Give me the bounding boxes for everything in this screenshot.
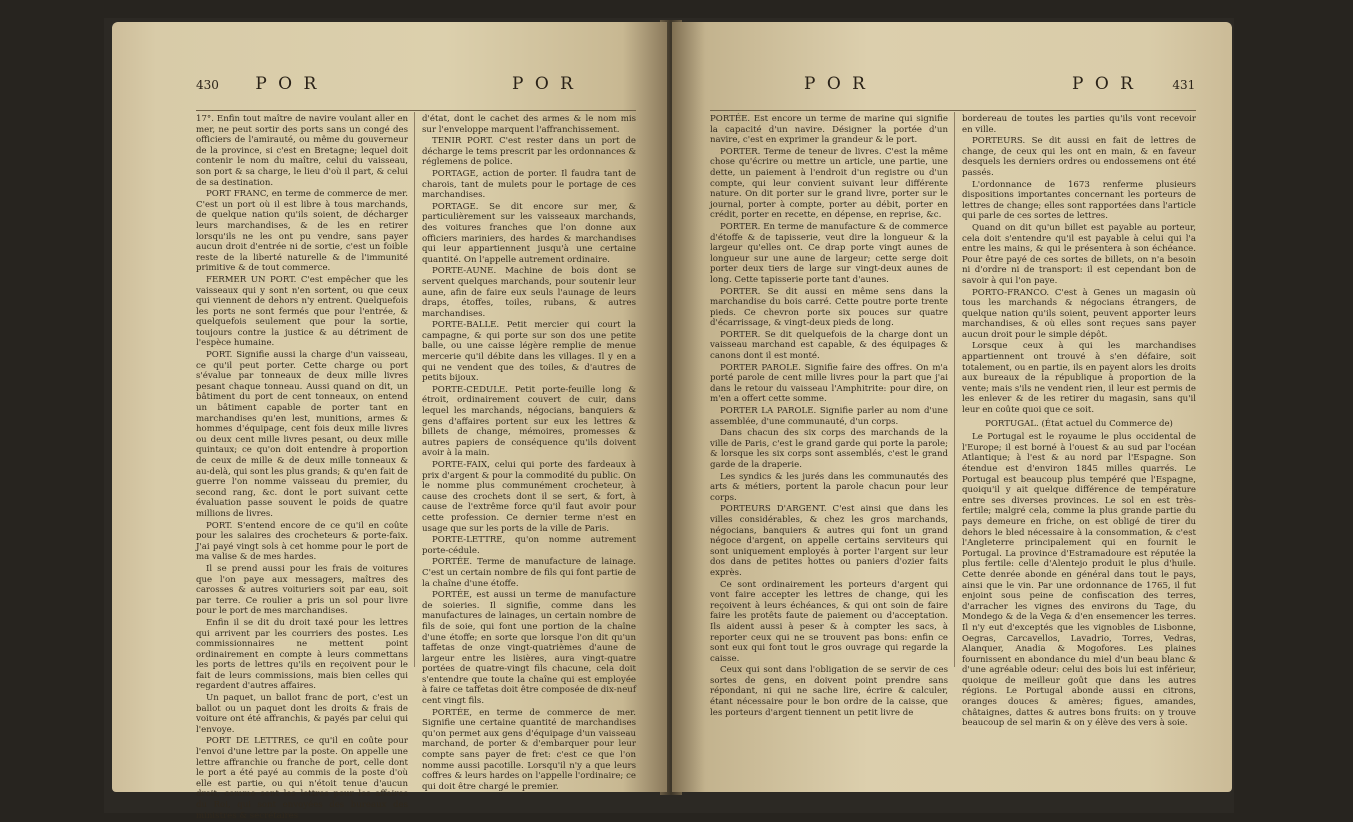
section-heading: PORTUGAL. (État actuel du Commerce de) bbox=[985, 418, 1173, 429]
paragraph: TENIR PORT. C'est rester dans un port de décharge le tems prescrit par les ordonnances & réglemens de police. bbox=[422, 136, 636, 168]
left-header-running-title: P O R bbox=[255, 74, 320, 94]
paragraph: PORTE-FAIX, celui qui porte des fardeaux à prix d'argent & pour la commodité du public. On le nomme plus communément crocheteur, à cause des crochets dont il se sert, & fort, à cause de l'extrême force qu'il faut avoir pour cette profession. Ce dernier terme n'est en usage que sur les ports de la ville de Paris. bbox=[422, 460, 636, 534]
right-header-running-title-left: P O R bbox=[804, 74, 868, 94]
paragraph: PORTEURS. Se dit aussi en fait de lettres de change, de ceux qui les ont en main, & en faveur desquels les derniers ordres ou endossemens ont été passés. bbox=[962, 136, 1196, 178]
right-page bbox=[672, 22, 1232, 792]
paragraph: PORT FRANC, en terme de commerce de mer. C'est un port où il est libre à tous marchands, de quelque nation qu'ils soient, de décharger leurs marchandises, & de les en retirer lorsqu'ils ne les ont pu vendre, sans payer aucun droit d'entrée ni de sortie, c'est un foible reste de la liberté naturelle & de l'immunité primitive & de tout commerce. bbox=[196, 189, 408, 274]
paragraph: Le Portugal est le royaume le plus occidental de l'Europe; il est borné à l'ouest & au sud par l'océan Atlantique; à l'est & au nord par l'Espagne. Son étendue est d'environ 1845 milles quarrés. Le Portugal est beaucoup plus tempéré que l'Espagne, quoiqu'il y ait quelque différence de température entre ses diverses provinces. Le sol en est très-fertile; malgré cela, comme la plus grande partie du pays demeure en friche, on est obligé de tirer du dehors le bled nécessaire à la consommation, & c'est l'Angleterre principalement qui en fournit le Portugal. La province d'Estramadoure est réputée la plus fertile: celle d'Alentejo produit le plus d'huile. Cette denrée abonde en général dans tout le pays, ainsi que le vin. Par une ordonnance de 1765, il fut enjoint sous peine de confiscation des terres, d'arracher les vignes des environs du Tage, du Mondego & de la Vega & d'en ensemencer les terres. Il n'y eut d'exceptés que les vignobles de Lisbonne, Oegras, Carcavellos, Lavadrio, Torres, Vedras, Alanquer, Anadia & Mogofores. Les plaines fournissent en abondance du miel d'un beau blanc & d'une agréable odeur: celui des bois lui est inférieur, quoique de meilleur goût que dans les autres régions. Le Portugal abonde aussi en citrons, oranges douces & amères; figues, amandes, châtaignes, dattes & autres bons fruits: on y trouve beaucoup de sel marin & on y élève des vers à soie. bbox=[962, 432, 1196, 729]
paragraph: Dans chacun des six corps des marchands de la ville de Paris, c'est le grand garde qui porte la parole; & lorsque les six corps sont assemblés, c'est le grand garde de la draperie. bbox=[710, 428, 948, 470]
paragraph: Ce sont ordinairement les porteurs d'argent qui vont faire accepter les lettres de change, qui les reçoivent à leurs échéances, & qui ont soin de faire faire les protêts faute de paiement ou d'acceptation. Ils aident aussi à peser & à compter les sacs, à reporter ceux qui ne se trouvent pas bons: enfin ce sont eux qui font tout le gros ouvrage qui regarde la caisse. bbox=[710, 579, 948, 664]
paragraph: Il se prend aussi pour les frais de voitures que l'on paye aux messagers, maîtres des carosses & autres voituriers soit par eau, soit par terre. Ce roulier a pris un sol pour livre pour le port de mes marchandises. bbox=[196, 563, 408, 617]
right-page-column-2 bbox=[962, 114, 1196, 730]
left-header-running-title-right: P O R bbox=[512, 74, 576, 94]
right-page-column-1 bbox=[710, 114, 948, 719]
paragraph: bordereau de toutes les parties qu'ils vont recevoir en ville. bbox=[962, 114, 1196, 135]
paragraph: L'ordonnance de 1673 renferme plusieurs dispositions importantes concernant les porteurs de lettres de change; elles sont rapportées dans l'article qui parle de ces sortes de lettres. bbox=[962, 179, 1196, 222]
left-page-number: 430 bbox=[196, 78, 219, 92]
right-page-number: 431 bbox=[1172, 78, 1196, 92]
paragraph: PORTER. Terme de teneur de livres. C'est la même chose qu'écrire ou mettre un article, une partie, une dette, un paiement à l'endroit d'un registre ou d'un compte, qui leur convient suivant leur différente nature. On dit porter sur le grand livre, porter sur le journal, porter à compte, porter au débit, porter en crédit, porter en recette, en dépense, en reprise, &c. bbox=[710, 146, 948, 221]
left-page-column-1 bbox=[196, 114, 408, 822]
paragraph: PORTER. Se dit quelquefois de la charge dont un vaisseau marchand est capable, & des équipages & canons dont il est monté. bbox=[710, 329, 948, 362]
paragraph: Lorsque ceux à qui les marchandises appartiennent ont trouvé à s'en défaire, soit totalement, ou en partie, ils en payent alors les droits aux bureaux de la république à proportion de la vente; mais s'ils ne vendent rien, il leur est permis de les enlever & de les retirer du magasin, sans qu'il leur en coûte quoi que ce soit. bbox=[962, 341, 1196, 416]
left-header-rule bbox=[196, 110, 636, 111]
left-page-column-2 bbox=[422, 114, 636, 793]
paragraph: Un paquet, un ballot franc de port, c'est un ballot ou un paquet dont les droits & frais de voiture ont été affranchis, & payés par celui qui l'envoye. bbox=[196, 693, 408, 735]
paragraph: PORTO-FRANCO. C'est à Genes un magasin où tous les marchands & négocians étrangers, de quelque nation qu'ils soient, peuvent apporter leurs marchandises, & où elles sont reçues sans payer aucun droit pour le simple dépôt. bbox=[962, 287, 1196, 340]
paragraph: d'état, dont le cachet des armes & le nom mis sur l'enveloppe marquent l'affranchissement. bbox=[422, 114, 636, 135]
paragraph: 17°. Enfin tout maître de navire voulant aller en mer, ne peut sortir des ports sans un congé des officiers de l'amirauté, ou même du gouverneur de la province, si c'est en Bretagne; lequel doit contenir le nom du maître, celui du vaisseau, son port & sa charge, le lieu d'où il part, & celui de sa destination. bbox=[196, 114, 408, 188]
paragraph: PORTEURS D'ARGENT. C'est ainsi que dans les villes considérables, & chez les gros marchands, négocians, banquiers & autres qui font un grand négoce d'argent, on appelle certains serviteurs qui sont uniquement employés à porter l'argent sur leur dos dans de petites hottes ou paniers d'ozier faits exprès. bbox=[710, 504, 948, 578]
paragraph: PORTER PAROLE. Signifie faire des offres. On m'a porté parole de cent mille livres pour la part que j'ai dans le retour du vaisseau l'Amphitrite: pour dire, on m'en a offert cette somme. bbox=[710, 362, 948, 405]
paragraph: PORTE-AUNE. Machine de bois dont se servent quelques marchands, pour soutenir leur aune, afin de faire eux seuls l'aunage de leurs draps, étoffes, toiles, rubans, & autres marchandises. bbox=[422, 266, 636, 319]
paragraph: Enfin il se dit du droit taxé pour les lettres qui arrivent par les courriers des postes. Les commissionnaires ne mettent point ordinairement en compte à leurs commettans les ports de lettres qu'ils en reçoivent pour le fait de leurs commissions, mais bien celles qui regardent d'autres affaires. bbox=[196, 617, 408, 692]
paragraph: PORTAGE. Se dit encore sur mer, & particulièrement sur les vaisseaux marchands, des voitures franches que l'on donne aux officiers mariniers, des hardes & marchandises qui leur appartiennent jusqu'à une certaine quantité. On l'appelle autrement ordinaire. bbox=[422, 201, 636, 265]
paragraph: PORT. S'entend encore de ce qu'il en coûte pour les salaires des crocheteurs & porte-faix. J'ai payé vingt sols à cet homme pour le port de ma valise & de mes hardes. bbox=[196, 520, 408, 563]
right-page-number-header bbox=[1072, 74, 1195, 94]
left-page bbox=[112, 22, 667, 821]
paragraph: PORTER LA PAROLE. Signifie parler au nom d'une assemblée, d'une communauté, d'un corps. bbox=[710, 406, 948, 427]
paragraph: PORTER. En terme de manufacture & de commerce d'étoffe & de tapisserie, veut dire la longueur & la largeur qu'elles ont. Ce drap porte vingt aunes de longueur sur une aune de largeur; cette serge doit porter deux tiers de large sur vingt-deux aunes de long. Cette tapisserie porte tant d'aunes. bbox=[710, 221, 948, 285]
paragraph: PORTÉE, en terme de commerce de mer. Signifie une certaine quantité de marchandises qu'on permet aux gens d'équipage d'un vaisseau marchand, de porter & d'embarquer pour leur compte sans payer de fret: c'est ce que l'on nomme aussi pacotille. Lorsqu'il n'y a que leurs coffres & leurs hardes on l'appelle l'ordinaire; ce qui doit être chargé le premier. bbox=[422, 707, 636, 792]
paragraph: Ceux qui sont dans l'obligation de se servir de ces sortes de gens, en doivent point prendre sans répondant, ni qui ne sache lire, écrire & calculer, étant nécessaire pour le bon ordre de la caisse, que les porteurs d'argent tiennent un petit livre de bbox=[710, 665, 948, 718]
paragraph: Les syndics & les jurés dans les communautés des arts & métiers, portent la parole chacun pour leur corps. bbox=[710, 471, 948, 503]
paragraph: PORT. Signifie aussi la charge d'un vaisseau, ce qu'il peut porter. Cette charge ou port s'évalue par tonneaux de deux mille livres pesant chaque tonneau. Aussi quand on dit, un bâtiment du port de cent tonneaux, on entend un bâtiment capable de porter tant en marchandises qu'en lest, munitions, armes & hommes d'équipage, cent fois deux mille livres ou deux cent mille livres pesant, ou deux mille quintaux; ce qu'on doit entendre à proportion de ceux de mille & de deux mille tonneaux & au-delà, qui sont les plus grands; & qu'en fait de guerre l'on nomme vaisseau du premier, du second rang, &c. dont le port suivant cette évaluation passe souvent le poids de quatre millions de livres. bbox=[196, 350, 408, 519]
paragraph: Quand on dit qu'un billet est payable au porteur, cela doit s'entendre qu'il est payable à celui qui l'a entre les mains, & qui le présentera à son échéance. Pour être payé de ces sortes de billets, on n'a besoin ni d'ordre ni de transport: il est cependant bon de savoir à qui l'on paye. bbox=[962, 222, 1196, 286]
paragraph: PORTE-BALLE. Petit mercier qui court la campagne, & qui porte sur son dos une petite balle, ou une caisse légère remplie de menue mercerie qu'il débite dans les villages. Il y en a qui ne vendent que des toiles, & d'autres de petits bijoux. bbox=[422, 320, 636, 384]
right-column-divider bbox=[954, 112, 955, 667]
paragraph: PORTE-LETTRE, qu'on nomme autrement porte-cédule. bbox=[422, 535, 636, 556]
paragraph: FERMER UN PORT. C'est empêcher que les vaisseaux qui y sont n'en sortent, ou que ceux qui viennent de dehors n'y entrent. Quelquefois les ports ne sont fermés que pour l'entrée, & quelquefois seulement que pour la sortie, toujours contre la justice & au détriment de l'espèce humaine. bbox=[196, 274, 408, 349]
paragraph: PORTE-CEDULE. Petit porte-feuille long & étroit, ordinairement couvert de cuir, dans lequel les marchands, négocians, banquiers & gens d'affaires portent sur eux les lettres & billets de change, mémoires, promesses & autres papiers de conséquence qu'ils doivent avoir à la main. bbox=[422, 384, 636, 459]
left-page-number-header bbox=[196, 74, 319, 94]
right-header-running-title: P O R bbox=[1072, 74, 1136, 94]
paragraph: PORTÉE. Est encore un terme de marine qui signifie la capacité d'un navire. Désigner la portée d'un navire, c'est en exprimer la grandeur & le port. bbox=[710, 114, 948, 146]
paragraph: PORT DE LETTRES, ce qu'il en coûte pour l'envoi d'une lettre par la poste. On appelle une lettre affranchie ou franche de port, celle dont le port a été payé au commis de la poste d'où elle est partie, ou qui n'étoit tenue d'aucun droit, comme sont les lettres pour les affaires du Roi, qui sont envoyées des bureaux des ministres & secrétaires bbox=[196, 736, 408, 821]
paragraph: PORTAGE, action de porter. Il faudra tant de charois, tant de mulets pour le portage de ces marchandises. bbox=[422, 168, 636, 201]
paragraph: PORTER. Se dit aussi en même sens dans la marchandise du bois carré. Cette poutre porte trente pieds. Ce chevron porte six pouces sur quatre d'écarrissage, & vingt-deux pieds de long. bbox=[710, 286, 948, 329]
right-header-rule bbox=[710, 110, 1196, 111]
paragraph: PORTÉE. Terme de manufacture de lainage. C'est un certain nombre de fils qui font partie de la chaîne d'une étoffe. bbox=[422, 557, 636, 589]
paragraph: PORTÉE, est aussi un terme de manufacture de soieries. Il signifie, comme dans les manufactures de lainages, un certain nombre de fils de soie, qui font une portion de la chaîne d'une étoffe; en sorte que lorsque l'on dit qu'un taffetas de onze vingt-quatrièmes d'aune de largeur entre les lisières, aura vingt-quatre portées de quatre-vingt fils chacune, cela doit s'entendre que toute la chaîne qui est employée à faire ce taffetas doit être composée de dix-neuf cent vingt fils. bbox=[422, 590, 636, 707]
left-column-divider bbox=[414, 112, 415, 667]
